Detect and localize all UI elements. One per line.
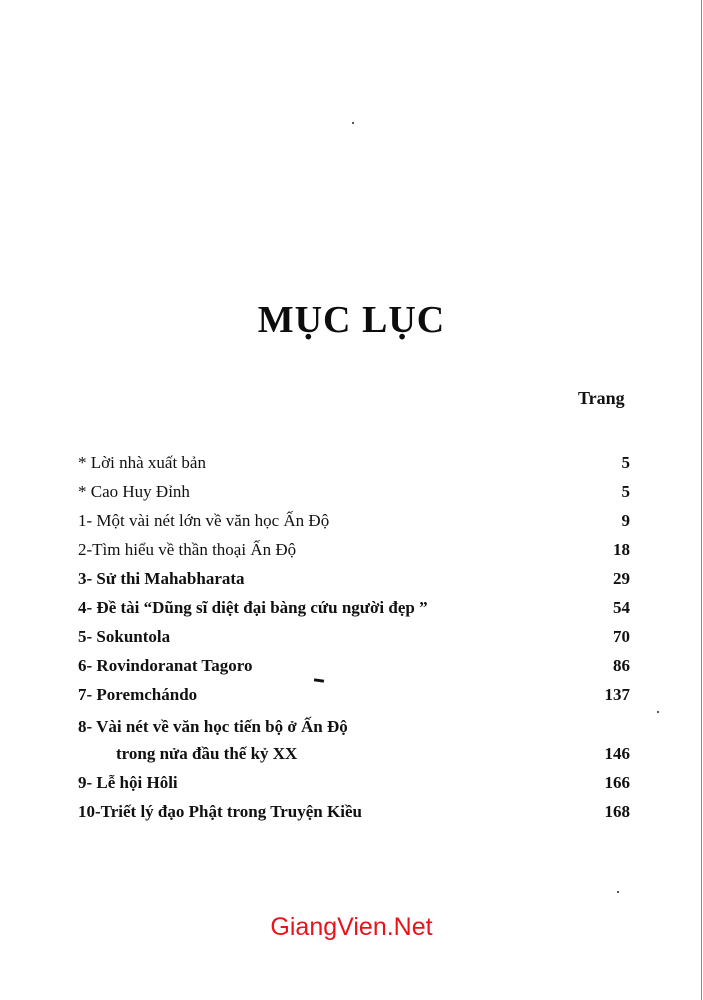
- toc-entry-title: 2-Tìm hiểu về thần thoại Ấn Độ: [78, 540, 297, 559]
- toc-entry-page: 9: [621, 511, 630, 530]
- watermark-link[interactable]: GiangVien.Net: [270, 913, 433, 941]
- toc-entry: [78, 769, 630, 797]
- toc-entry-page: 166: [604, 773, 630, 792]
- toc-entry-page: 18: [613, 540, 630, 559]
- toc-entry: [78, 713, 630, 741]
- toc-entry-title: 8- Vài nét về văn học tiến bộ ở Ấn Độ: [78, 717, 348, 736]
- toc-entry-page: 54: [613, 598, 630, 617]
- toc-entry-page: 5: [621, 482, 630, 501]
- toc-entry-title: 9- Lễ hội Hôli: [78, 773, 178, 792]
- toc-entry: [78, 623, 630, 651]
- toc-entry-page: 29: [613, 569, 630, 588]
- toc-entry-title: * Cao Huy Đỉnh: [78, 482, 190, 501]
- toc-entry-title: * Lời nhà xuất bản: [78, 453, 206, 472]
- toc-entry-page: 70: [613, 627, 630, 646]
- toc-entry-title: 7- Poremchándo: [78, 685, 198, 704]
- toc-entry: [78, 798, 630, 826]
- toc-entry-title: 4- Đề tài “Dũng sĩ diệt đại bàng cứu người đẹp ”: [78, 598, 428, 617]
- scan-speck: [617, 891, 619, 893]
- toc-entry-page: 168: [604, 802, 630, 821]
- toc-entry-title: 10-Triết lý đạo Phật trong Truyện Kiều: [78, 802, 362, 821]
- scan-speck: [352, 122, 354, 124]
- toc-entry-page: 146: [604, 744, 630, 763]
- scan-speck: [657, 711, 659, 713]
- toc-entry-title: trong nửa đầu thế kỷ XX: [116, 744, 298, 763]
- toc-entry-page: 86: [613, 656, 630, 675]
- toc-entry: [78, 449, 630, 477]
- page-title: MỤC LỤC: [257, 299, 446, 341]
- toc-entry-title: 1- Một vài nét lớn về văn học Ấn Độ: [78, 511, 330, 530]
- toc-entry: [78, 594, 630, 622]
- toc-entry-title: 6- Rovindoranat Tagoro: [78, 656, 253, 675]
- page-edge-border: [701, 0, 702, 1000]
- toc-entry: [78, 681, 630, 709]
- toc-entry: [78, 478, 630, 506]
- toc-entry: [78, 507, 630, 535]
- toc-entry-continuation: [78, 740, 630, 768]
- page-column-header: Trang: [578, 388, 625, 408]
- toc-entry: [78, 565, 630, 593]
- toc-entry: [78, 652, 630, 680]
- toc-entry: [78, 536, 630, 564]
- toc-entry-title: 5- Sokuntola: [78, 627, 171, 646]
- toc-entry-page: 137: [604, 685, 630, 704]
- toc-entry-page: 5: [621, 453, 630, 472]
- toc-entry-title: 3- Sử thi Mahabharata: [78, 569, 245, 588]
